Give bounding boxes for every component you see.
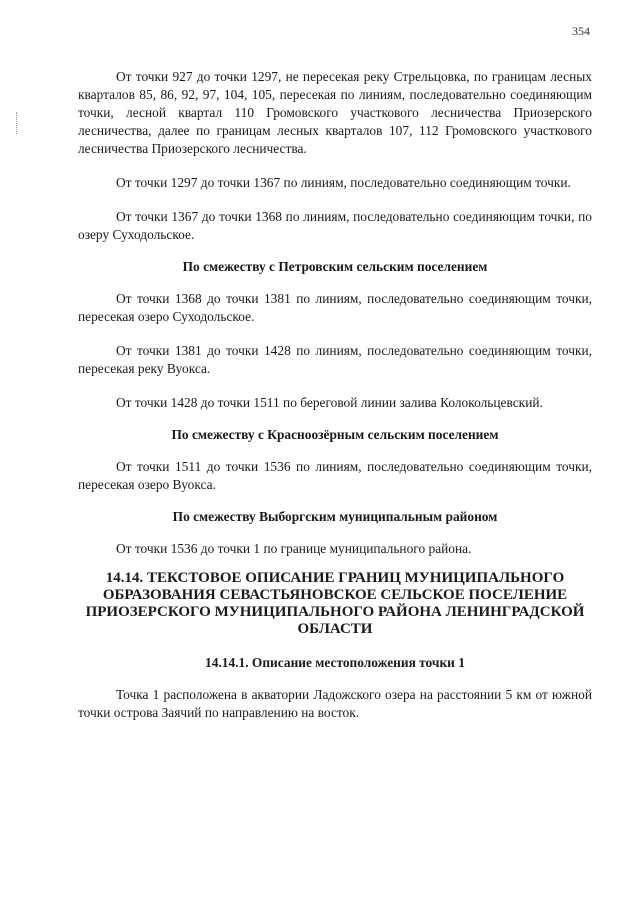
paragraph-point-1: Точка 1 расположена в акватории Ладожского озера на расстоянии 5 км от южной точки острова Заячий по направлению на восток. [78, 687, 592, 720]
document-body [78, 68, 592, 722]
heading-krasnoozernoe: По смежеству с Красноозёрным сельским поселением [171, 427, 499, 442]
paragraph-1536-1: От точки 1536 до точки 1 по границе муниципального района. [116, 541, 472, 556]
margin-mark [16, 112, 18, 134]
heading-petrovskoe: По смежеству с Петровским сельским поселением [182, 259, 488, 274]
section-title: 14.14. ТЕКСТОВОЕ ОПИСАНИЕ ГРАНИЦ МУНИЦИПАЛЬНОГО ОБРАЗОВАНИЯ СЕВАСТЬЯНОВСКОЕ СЕЛЬСКОЕ ПОСЕЛЕНИЕ ПРИОЗЕРСКОГО МУНИЦИПАЛЬНОГО РАЙОНА ЛЕНИНГРАДСКОЙ ОБЛАСТИ [85, 570, 585, 637]
page-number: 354 [572, 24, 590, 38]
paragraph-1367-1368: От точки 1367 до точки 1368 по линиям, последовательно соединяющим точки, по озеру Суходольское. [78, 209, 592, 242]
paragraph-1428-1511: От точки 1428 до точки 1511 по береговой линии залива Колокольцевский. [116, 395, 543, 410]
paragraph-1511-1536: От точки 1511 до точки 1536 по линиям, последовательно соединяющим точки, пересекая озеро Вуокса. [78, 459, 592, 492]
paragraph-1297-1367: От точки 1297 до точки 1367 по линиям, последовательно соединяющим точки. [116, 175, 571, 190]
paragraph-1381-1428: От точки 1381 до точки 1428 по линиям, последовательно соединяющим точки, пересекая реку Вуокса. [78, 343, 592, 376]
subsection-title: 14.14.1. Описание местоположения точки 1 [205, 655, 465, 670]
paragraph-1368-1381: От точки 1368 до точки 1381 по линиям, последовательно соединяющим точки, пересекая озеро Суходольское. [78, 291, 592, 324]
heading-vyborg: По смежеству Выборгским муниципальным районом [172, 509, 498, 524]
paragraph-927-1297: От точки 927 до точки 1297, не пересекая реку Стрельцовка, по границам лесных кварталов 85, 86, 92, 97, 104, 105, пересекая по линиям, последовательно соединяющим точки, лесной квартал 110 Громовского участкового лесничества Приозерского лесничества, далее по границам лесных кварталов 107, 112 Громовского участкового лесничества Приозерского лесничества. [78, 69, 592, 156]
